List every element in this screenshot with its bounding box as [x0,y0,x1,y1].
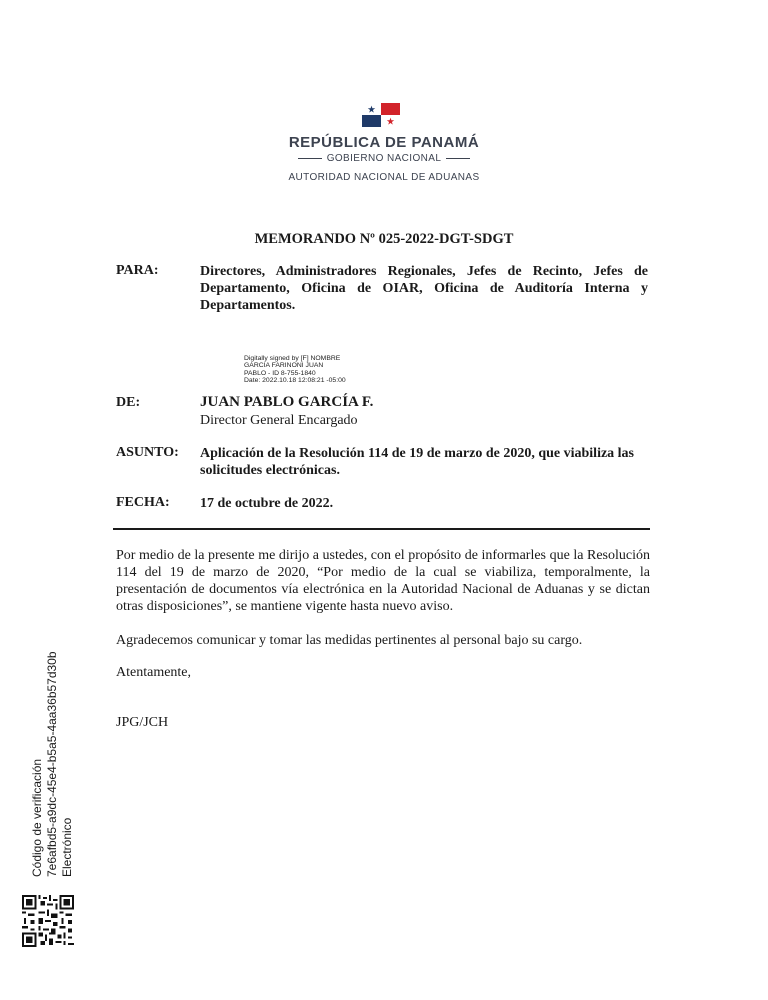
signature-line-2: GARCIA FARINONI JUAN [244,362,324,370]
digital-signature [244,355,404,385]
de-name: JUAN PABLO GARCÍA F. [200,394,374,410]
government-line [0,153,768,164]
authority-name: AUTORIDAD NACIONAL DE ADUANAS [288,172,480,183]
para-value: Directores, Administradores Regionales, Jefes de Recinto, Jefes de Departamento, Oficina de OIAR, Oficina de Auditoría Interna y Departamentos. [200,264,648,313]
country-name: REPÚBLICA DE PANAMÁ [288,134,480,151]
fecha-label: FECHA: [116,495,170,510]
closing: Atentamente, [116,665,192,680]
body-paragraph-2: Agradecemos comunicar y tomar las medidas pertinentes al personal bajo su cargo. [116,633,583,648]
qr-code-icon [22,895,74,947]
government-name: GOBIERNO NACIONAL [326,153,442,164]
signature-line-4: Date: 2022.10.18 12:08:21 -05:00 [244,377,346,385]
right-dash [446,158,470,159]
verification-label: Código de verificación [30,758,44,877]
initials: JPG/JCH [116,715,169,730]
panama-flag-icon [362,103,400,127]
verification-code: 7e6afbd5-a9dc-45e4-b5a5-4aa36b57d30b [45,651,59,877]
verification-block [30,651,75,877]
memo-title: MEMORANDO Nº 025-2022-DGT-SDGT [254,231,514,247]
asunto-value: Aplicación de la Resolución 114 de 19 de marzo de 2020, que viabiliza las solicitudes electrónicas. [200,446,635,478]
para-label: PARA: [116,263,159,278]
verification-type: Electrónico [60,817,74,877]
signature-line-3: PABLO - ID 8-755-1840 [244,369,316,377]
signature-line-1: Digitally signed by [F] NOMBRE [244,355,341,362]
de-label: DE: [116,395,141,410]
left-dash [298,158,322,159]
divider [113,528,650,530]
fecha-value: 17 de octubre de 2022. [200,496,334,511]
asunto-label: ASUNTO: [116,445,179,460]
de-title: Director General Encargado [200,413,358,428]
body-paragraph-1: Por medio de la presente me dirijo a ustedes, con el propósito de informarles que la Resolución 114 del 19 de marzo de 2020, “Por medio de la cual se viabiliza, temporalmente, la presentación de documentos vía electrónica en la Autoridad Nacional de Aduanas y se dictan otras disposiciones”, se mantiene vigente hasta nuevo aviso. [116,548,650,614]
